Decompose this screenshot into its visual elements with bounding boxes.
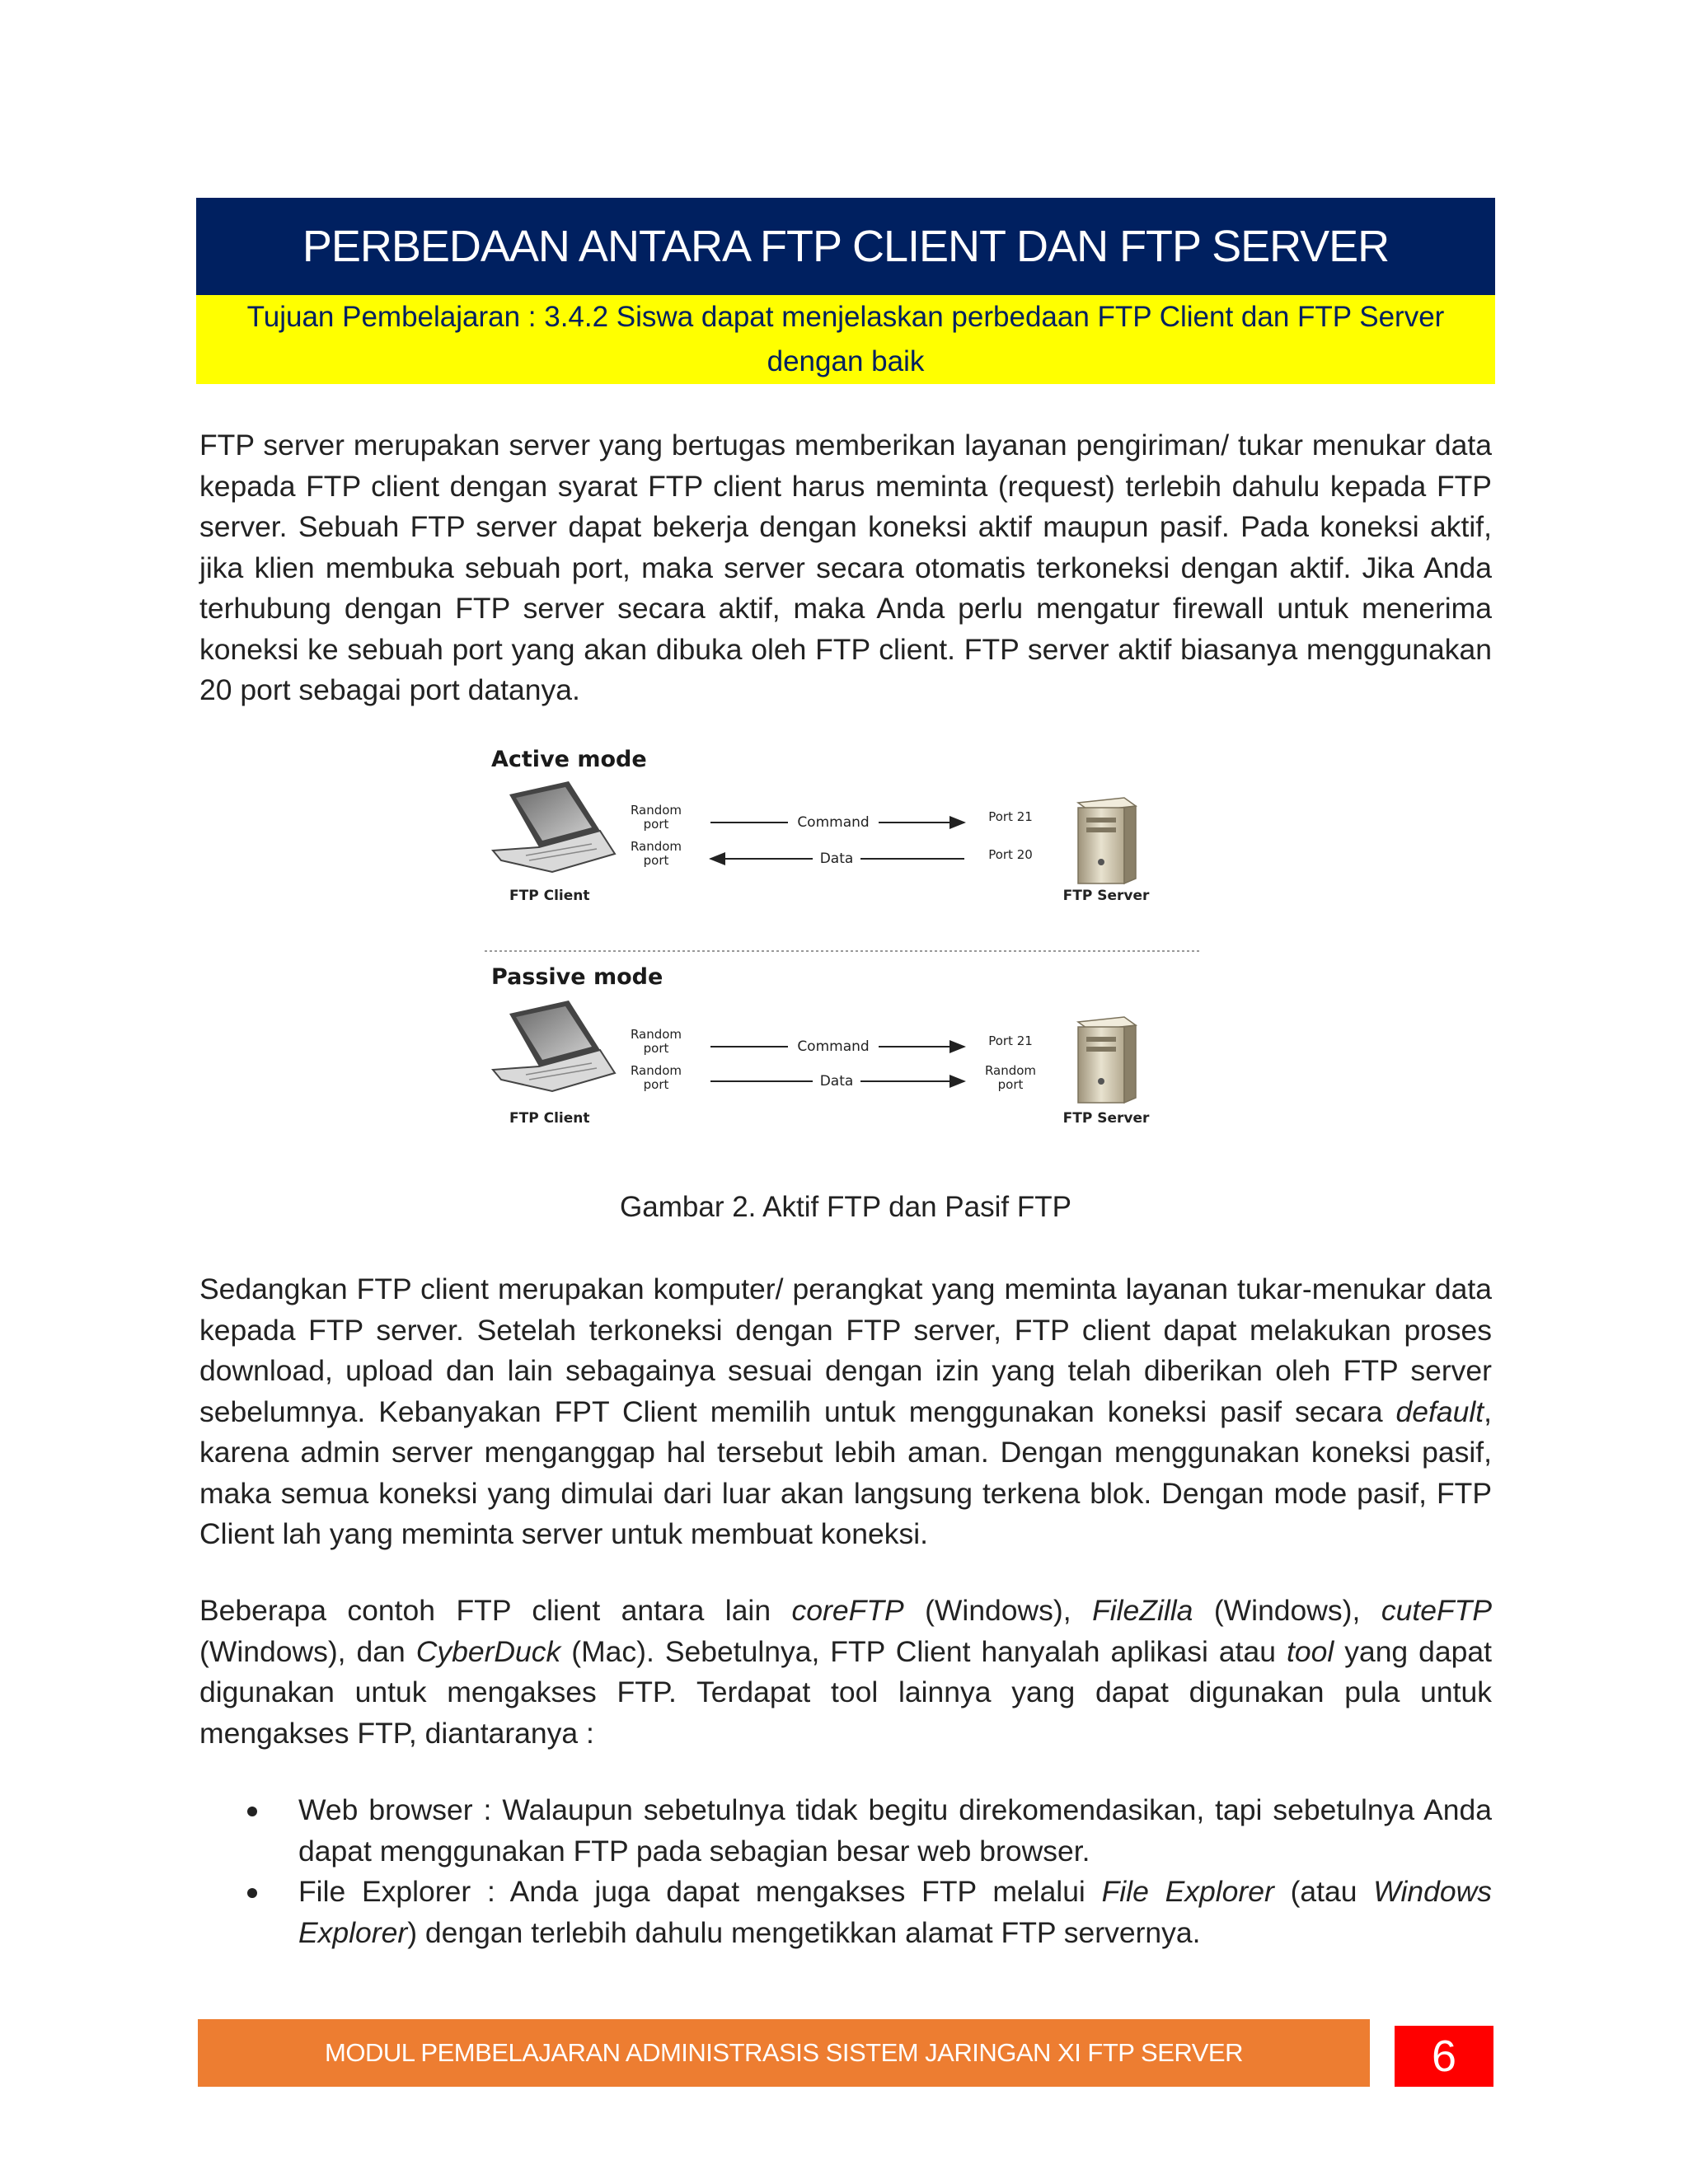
figure-caption: Gambar 2. Aktif FTP dan Pasif FTP [620, 1191, 1071, 1223]
active-server-port1: Port 21 [988, 809, 1033, 824]
b2-t1: File Explorer : Anda juga dapat mengakses FTP melalui [298, 1875, 1102, 1908]
paragraph-client-examples [199, 1591, 1492, 1754]
tools-list [199, 1790, 1492, 1953]
active-mode-heading: Active mode [491, 747, 647, 772]
p3-t4: (Windows), dan [199, 1634, 416, 1668]
p3-t2: (Windows), [903, 1594, 1093, 1627]
paragraph-ftp-server: FTP server merupakan server yang bertugas memberikan layanan pengiriman/ tukar menukar data kepada FTP client dengan syarat FTP client harus meminta (request) terlebih dahulu kepada FTP server. Sebuah FTP server dapat bekerja dengan koneksi aktif maupun pasif. Pada koneksi aktif, jika klien membuka sebuah port, maka server secara otomatis terkoneksi dengan aktif. Jika Anda terhubung dengan FTP server secara aktif, maka Anda perlu mengatur firewall untuk menerima koneksi ke sebuah port yang akan dibuka oleh FTP client. FTP server aktif biasanya menggunakan 20 port sebagai port datanya. [199, 429, 1492, 706]
b2-t2: (atau [1273, 1875, 1374, 1908]
active-command-label: Command [797, 814, 870, 831]
laptop-icon [493, 781, 615, 872]
p3-t3: (Windows), [1193, 1594, 1381, 1627]
page-number-text: 6 [1431, 2032, 1457, 2081]
passive-client-port1: Random port [630, 1027, 682, 1056]
page-title-text: PERBEDAAN ANTARA FTP CLIENT DAN FTP SERVER [302, 222, 1390, 271]
passive-server-port1: Port 21 [988, 1033, 1033, 1048]
list-item-text: Web browser : Walaupun sebetulnya tidak begitu direkomendasikan, tapi sebetulnya Anda dapat menggunakan FTP pada sebagian besar web browser. [298, 1793, 1492, 1868]
bullet-icon [247, 1888, 257, 1898]
passive-server-label: FTP Server [1062, 1110, 1150, 1127]
passive-data-label: Data [819, 1073, 854, 1090]
p3-e1: coreFTP [791, 1594, 904, 1627]
passive-command-label: Command [797, 1038, 870, 1055]
p3-e4: CyberDuck [415, 1634, 561, 1668]
p3-e3: cuteFTP [1381, 1594, 1492, 1627]
b2-t3: ) dengan terlebih dahulu mengetikkan alamat FTP servernya. [407, 1915, 1201, 1949]
p3-e5: tool [1286, 1634, 1334, 1668]
p2-em-default: default [1395, 1394, 1484, 1428]
passive-server-port2: Random port [984, 1063, 1037, 1092]
p3-t5: (Mac). Sebetulnya, FTP Client hanyalah aplikasi atau [560, 1634, 1287, 1668]
active-server-label: FTP Server [1062, 888, 1150, 904]
b2-e1: File Explorer [1101, 1875, 1274, 1908]
learning-objective: Tujuan Pembelajaran : 3.4.2 Siswa dapat menjelaskan perbedaan FTP Client dan FTP Server dengan baik [196, 295, 1495, 384]
active-client-label: FTP Client [509, 888, 590, 904]
passive-mode-heading: Passive mode [491, 964, 663, 990]
active-data-label: Data [819, 851, 854, 867]
ftp-modes-figure [476, 738, 1202, 1151]
bullet-icon [247, 1807, 257, 1816]
passive-client-label: FTP Client [509, 1110, 590, 1127]
active-client-port2: Random port [630, 839, 682, 868]
footer-banner [198, 2019, 1370, 2087]
page-number [1395, 2026, 1493, 2087]
p3-t1: Beberapa contoh FTP client antara lain [199, 1594, 792, 1627]
p3-e2: FileZilla [1092, 1594, 1193, 1627]
p3-t6: yang dapat digunakan untuk mengakses FTP. Terdapat tool lainnya yang dapat digunakan pula untuk mengakses FTP, diantaranya : [199, 1634, 1492, 1750]
footer-text: MODUL PEMBELAJARAN ADMINISTRASIS SISTEM JARINGAN XI FTP SERVER [325, 2038, 1243, 2067]
b2-e2: Windows Explorer [298, 1875, 1492, 1949]
passive-client-port2: Random port [630, 1063, 682, 1092]
p2-text-2: , karena admin server menganggap hal tersebut lebih aman. Dengan menggunakan koneksi pasif, maka semua koneksi yang dimulai dari luar akan langsung terkena blok. Dengan mode pasif, FTP Client lah yang meminta server untuk membuat koneksi. [199, 1394, 1492, 1550]
active-mode-diagram [491, 747, 1150, 904]
list-item [199, 1872, 1492, 1953]
laptop-icon [493, 1001, 615, 1091]
page-title [196, 198, 1495, 295]
passive-mode-diagram [491, 964, 1150, 1127]
server-icon [1078, 1017, 1136, 1103]
paragraph-ftp-client [199, 1269, 1492, 1555]
active-server-port2: Port 20 [988, 847, 1033, 862]
p2-text-1: Sedangkan FTP client merupakan komputer/ perangkat yang meminta layanan tukar-menukar data kepada FTP server. Setelah terkoneksi dengan FTP server, FTP client dapat melakukan proses download, upload dan lain sebagainya sesuai dengan izin yang telah diberikan oleh FTP server sebelumnya. Kebanyakan FPT Client memilih untuk menggunakan koneksi pasif secara [199, 1272, 1492, 1428]
server-icon [1078, 798, 1136, 883]
active-client-port1: Random port [630, 803, 682, 832]
list-item [199, 1790, 1492, 1872]
